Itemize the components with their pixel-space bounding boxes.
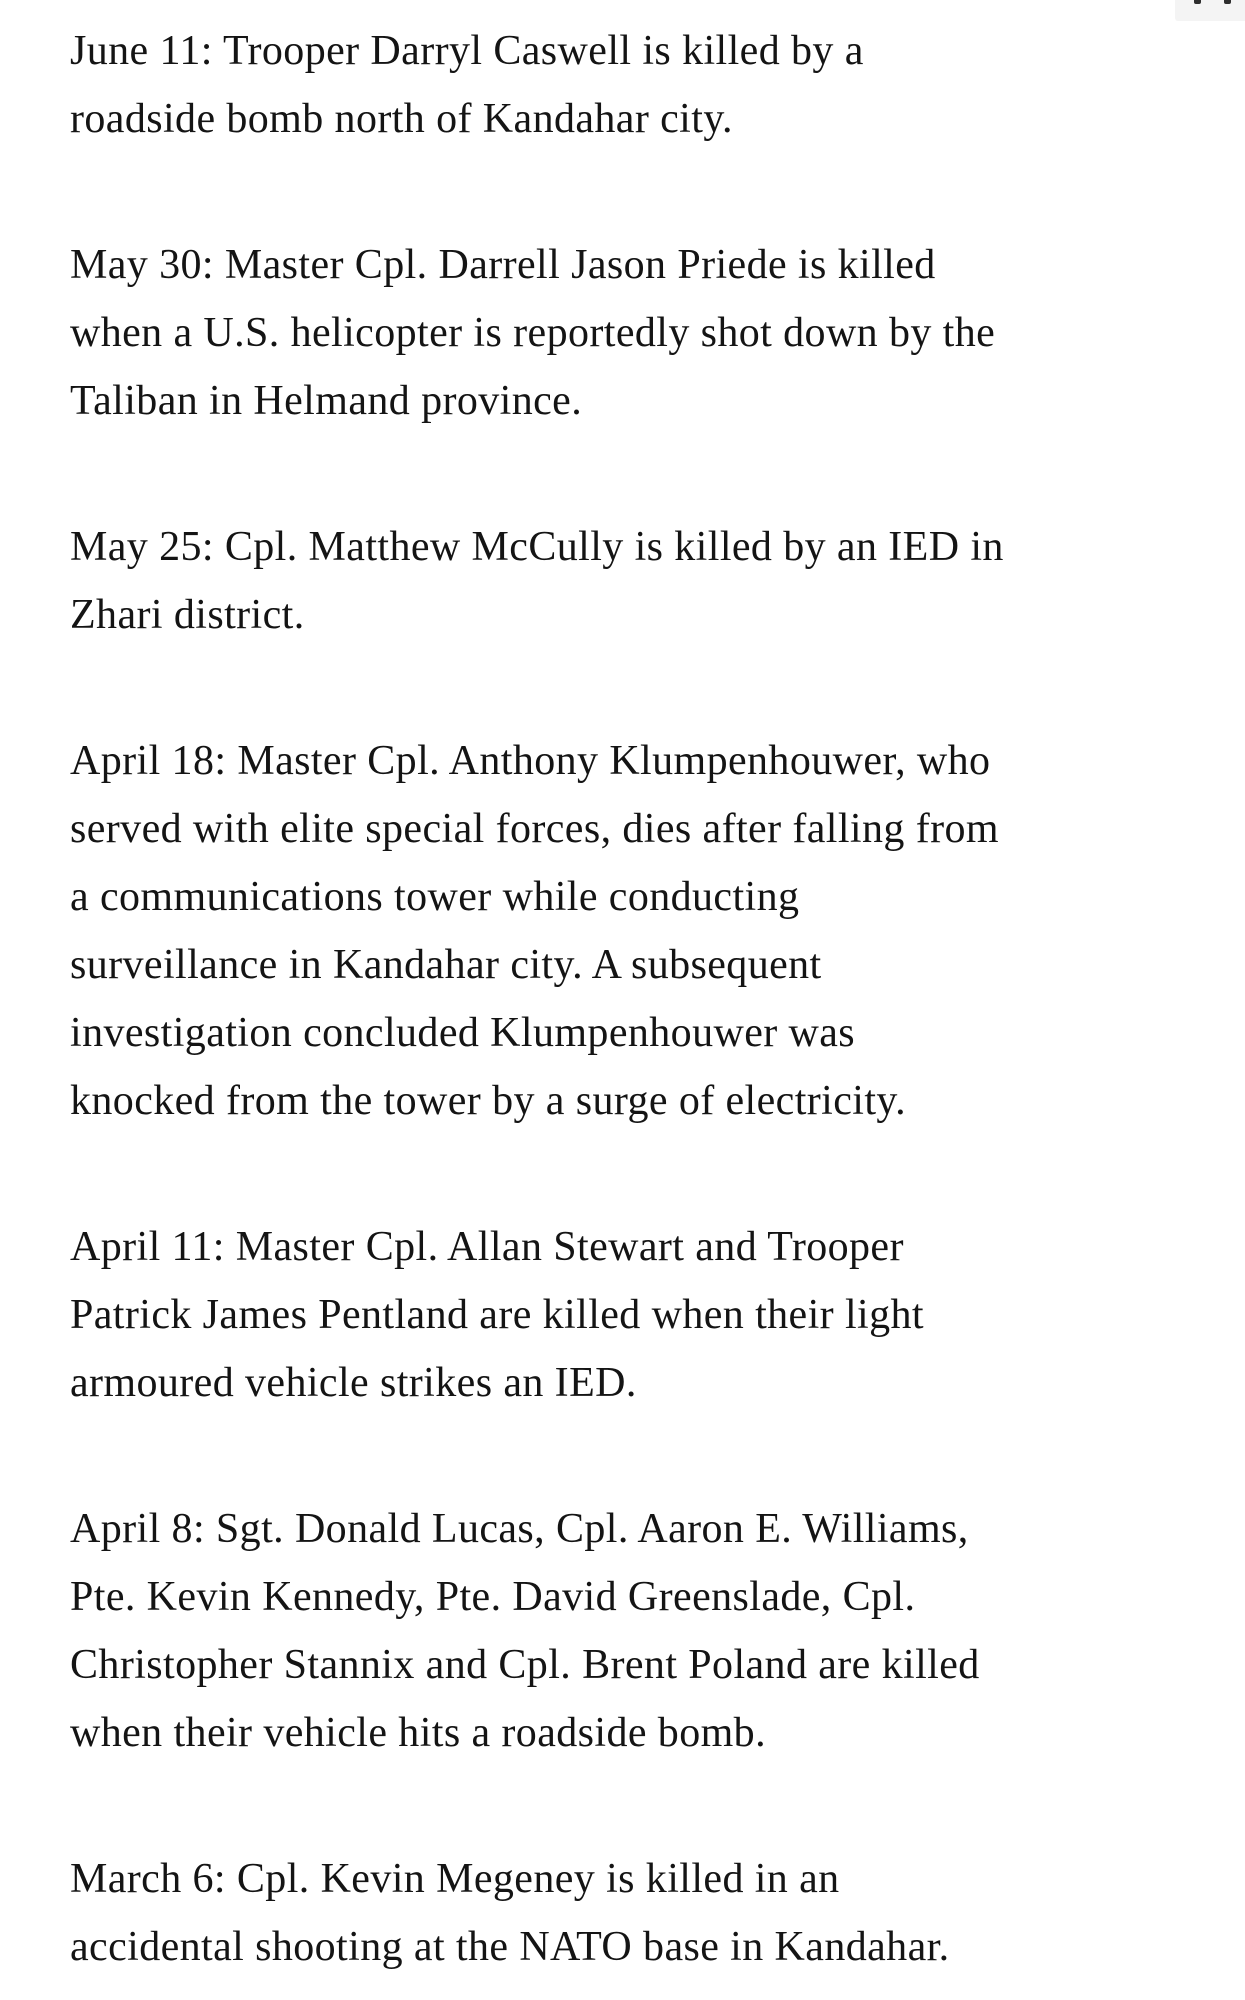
text-line: surveillance in Kandahar city. A subsequent (70, 942, 822, 988)
text-line: accidental shooting at the NATO base in Kandahar. (70, 1924, 950, 1970)
timeline-paragraph (70, 513, 1185, 649)
text-line: served with elite special forces, dies after falling from (70, 806, 999, 852)
cropped-toolbar-icon-left[interactable] (1194, 0, 1201, 4)
text-line: knocked from the tower by a surge of electricity. (70, 1078, 906, 1124)
text-line: when a U.S. helicopter is reportedly shot down by the (70, 310, 996, 356)
timeline-paragraph (70, 727, 1185, 1135)
text-line: Christopher Stannix and Cpl. Brent Poland are killed (70, 1642, 980, 1688)
timeline-paragraph (70, 1845, 1185, 1981)
text-line: Pte. Kevin Kennedy, Pte. David Greenslade, Cpl. (70, 1574, 916, 1620)
text-line: Patrick James Pentland are killed when their light (70, 1292, 924, 1338)
text-line: Taliban in Helmand province. (70, 378, 583, 424)
text-line: May 30: Master Cpl. Darrell Jason Priede is killed (70, 242, 936, 288)
text-line: when their vehicle hits a roadside bomb. (70, 1710, 766, 1756)
timeline-paragraph (70, 1213, 1185, 1417)
text-line: roadside bomb north of Kandahar city. (70, 96, 733, 142)
text-line: March 6: Cpl. Kevin Megeney is killed in an (70, 1856, 840, 1902)
text-line: a communications tower while conducting (70, 874, 800, 920)
timeline-paragraph (70, 1495, 1185, 1767)
text-line: April 18: Master Cpl. Anthony Klumpenhouwer, who (70, 738, 991, 784)
floating-toolbar-fragment[interactable] (1175, 0, 1245, 21)
text-line: April 11: Master Cpl. Allan Stewart and Trooper (70, 1224, 904, 1270)
timeline-paragraph (70, 231, 1185, 435)
text-line: May 25: Cpl. Matthew McCully is killed by an IED in (70, 524, 1004, 570)
timeline-paragraph (70, 17, 1185, 153)
text-line: armoured vehicle strikes an IED. (70, 1360, 637, 1406)
text-line: Zhari district. (70, 592, 305, 638)
text-line: April 8: Sgt. Donald Lucas, Cpl. Aaron E. Williams, (70, 1506, 969, 1552)
text-line: June 11: Trooper Darryl Caswell is killed by a (70, 28, 864, 74)
text-line: investigation concluded Klumpenhouwer was (70, 1010, 856, 1056)
cropped-toolbar-icon-right[interactable] (1224, 0, 1231, 4)
